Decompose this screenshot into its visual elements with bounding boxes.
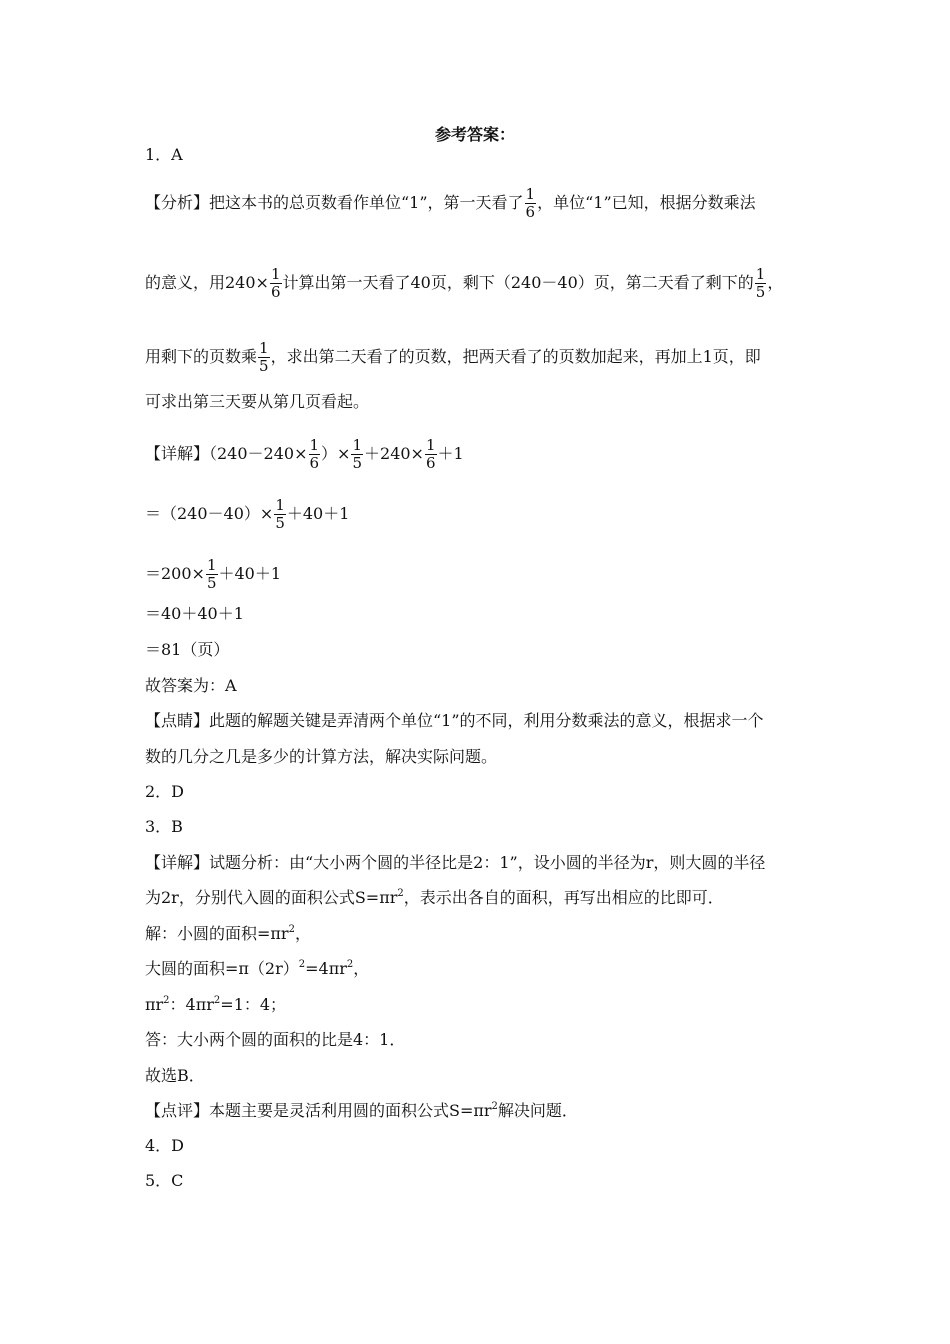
fraction-one-fifth: $\frac{1}{5}$ <box>206 556 217 592</box>
q3-choice: 故选B． <box>145 1066 205 1085</box>
q1-detail-line-1: 【详解】（240－240× $\frac{1}{6}$ ）× $\frac{1}{5}$ ＋240× $\frac{1}{6}$ ＋1 <box>145 436 464 472</box>
q1-comment-line-2: 数的几分之几是多少的计算方法，解决实际问题。 <box>145 747 498 766</box>
q1-analysis-line-2: 的意义，用240× $\frac{1}{6}$ 计算出第一天看了40页，剩下（240－40）页，第二天看了剩下的 $\frac{1}{5}$ ， <box>145 265 784 301</box>
q1-detail-line-5: ＝81（页） <box>145 640 230 659</box>
q1-comment-line-1: 【点睛】此题的解题关键是弄清两个单位“1”的不同，利用分数乘法的意义，根据求一个 <box>145 711 764 730</box>
q3-detail-line-1: 【详解】试题分析：由“大小两个圆的半径比是2：1”，设小圆的半径为r，则大圆的半径 <box>145 853 766 872</box>
q3-solution-line-1: 解：小圆的面积$=\pi r^2$， <box>145 924 311 943</box>
q2-answer: 2．D <box>145 782 185 801</box>
q3-solution-line-2: 大圆的面积$=\pi(2r)^2=4\pi r^2$， <box>145 959 370 978</box>
q1-detail-line-3: ＝200× $\frac{1}{5}$ ＋40＋1 <box>145 556 282 592</box>
q1-detail-line-4: ＝40＋40＋1 <box>145 604 244 623</box>
q3-solution-line-3: $\pi r^2$：$4\pi r^2=1$：4； <box>145 995 287 1014</box>
q1-analysis-line-4: 可求出第三天要从第几页看起。 <box>145 392 370 411</box>
q1-answer: 1．A <box>145 145 183 164</box>
q3-review: 【点评】本题主要是灵活利用圆的面积公式$S=\pi r^2$解决问题． <box>145 1101 578 1120</box>
q4-answer: 4．D <box>145 1136 185 1155</box>
q1-detail-line-2: ＝（240－40）× $\frac{1}{5}$ ＋40＋1 <box>145 496 350 532</box>
q3-detail-line-2: 为2r，分别代入圆的面积公式$S=\pi r^2$，表示出各自的面积，再写出相应的比即可． <box>145 888 724 907</box>
fraction-one-sixth: $\frac{1}{6}$ <box>309 436 320 472</box>
fraction-one-sixth: $\frac{1}{6}$ <box>425 436 436 472</box>
fraction-one-sixth: $\frac{1}{6}$ <box>525 185 536 221</box>
q1-conclusion: 故答案为：A <box>145 676 237 695</box>
q3-answer: 3．B <box>145 817 183 836</box>
fraction-one-fifth: $\frac{1}{5}$ <box>259 339 269 375</box>
q1-analysis-line-1: 【分析】把这本书的总页数看作单位“1”，第一天看了 $\frac{1}{6}$ ，单位“1”已知，根据分数乘法 <box>145 185 756 221</box>
q5-answer: 5．C <box>145 1171 184 1190</box>
q1-analysis-line-3: 用剩下的页数乘 $\frac{1}{5}$ ，求出第二天看了的页数，把两天看了的页数加起来，再加上1页，即 <box>145 339 761 375</box>
fraction-one-fifth: $\frac{1}{5}$ <box>275 496 285 532</box>
fraction-one-fifth: $\frac{1}{5}$ <box>352 436 363 472</box>
page-title: 参考答案： <box>434 125 515 144</box>
fraction-one-sixth: $\frac{1}{6}$ <box>270 265 281 301</box>
fraction-one-fifth: $\frac{1}{5}$ <box>755 265 766 301</box>
q3-answer-statement: 答：大小两个圆的面积的比是4：1． <box>145 1030 406 1049</box>
